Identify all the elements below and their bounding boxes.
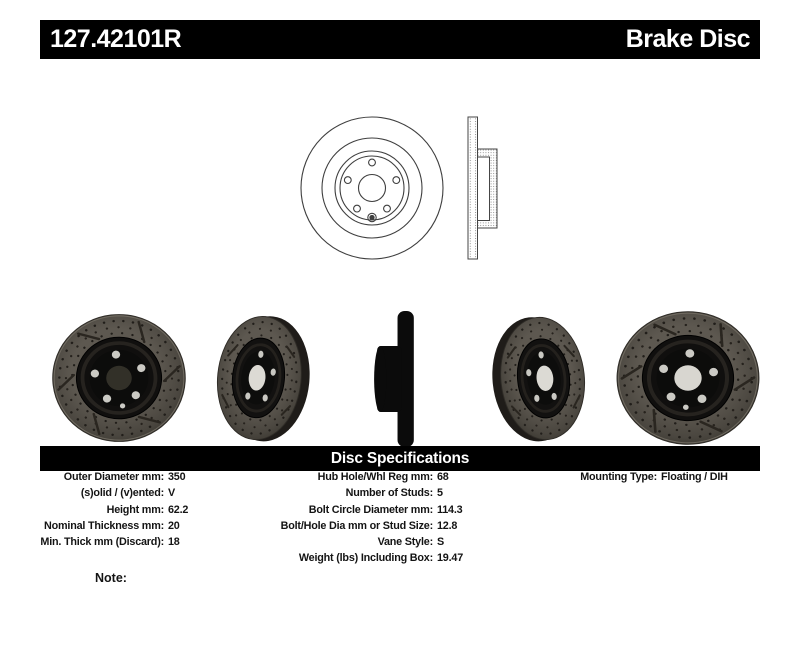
spec-row-hub-hole bbox=[278, 471, 463, 487]
spec-value: 19.47 bbox=[437, 552, 464, 565]
spec-label: Bolt Circle Diameter mm: bbox=[308, 503, 433, 516]
spec-label: Nominal Thickness mm: bbox=[44, 519, 164, 532]
spec-column-right bbox=[558, 471, 728, 487]
spec-row-height bbox=[40, 504, 188, 520]
spec-value: 20 bbox=[168, 519, 180, 532]
spec-value: 12.8 bbox=[437, 519, 458, 532]
spec-row-solid-vented bbox=[40, 487, 188, 503]
spec-value: 5 bbox=[437, 487, 443, 500]
rotor-photo-front-angled bbox=[48, 310, 190, 446]
spec-label: Hub Hole/Whl Reg mm: bbox=[317, 471, 433, 483]
spec-value: 68 bbox=[437, 471, 449, 483]
part-number: 127.42101R bbox=[50, 25, 182, 53]
spec-value: 114.3 bbox=[437, 503, 463, 516]
spec-label: Bolt/Hole Dia mm or Stud Size: bbox=[280, 519, 433, 532]
spec-label: (s)olid / (v)ented: bbox=[80, 487, 164, 500]
spec-value: V bbox=[168, 487, 176, 500]
spec-row-nominal-thickness bbox=[40, 520, 188, 536]
spec-row-weight bbox=[278, 552, 463, 568]
spec-row-vane-style bbox=[278, 536, 463, 552]
header-bar bbox=[40, 20, 760, 59]
drawing-front-view bbox=[301, 117, 443, 259]
spec-section-title: Disc Specifications bbox=[330, 449, 470, 467]
spec-row-mounting-type bbox=[558, 471, 728, 487]
rotor-photo-three-quarter-right bbox=[487, 313, 589, 445]
spec-label: Mounting Type: bbox=[580, 471, 657, 483]
spec-value: 350 bbox=[168, 471, 186, 483]
product-type-title: Brake Disc bbox=[625, 25, 750, 53]
spec-section-header bbox=[40, 446, 760, 471]
spec-value: Floating / DIH bbox=[661, 471, 728, 483]
spec-label: Outer Diameter mm: bbox=[63, 471, 164, 483]
spec-label: Weight (lbs) Including Box: bbox=[298, 552, 433, 565]
spec-label: Height mm: bbox=[106, 503, 164, 516]
spec-row-bolt-hole-dia bbox=[278, 520, 463, 536]
spec-label: Number of Studs: bbox=[345, 487, 433, 500]
spec-label: Min. Thick mm (Discard): bbox=[40, 536, 164, 549]
center-bore bbox=[674, 365, 701, 391]
rotor-photo-three-quarter-left bbox=[213, 312, 315, 445]
spec-label: Vane Style: bbox=[377, 536, 433, 549]
spec-value: 62.2 bbox=[168, 503, 189, 516]
note-label: Note: bbox=[95, 571, 127, 585]
spec-value: 18 bbox=[168, 536, 180, 549]
spec-column-middle bbox=[278, 471, 463, 569]
spec-value: S bbox=[437, 536, 445, 549]
spec-row-outer-diameter bbox=[40, 471, 188, 487]
spec-row-bolt-circle bbox=[278, 504, 463, 520]
rotor-photo-front bbox=[612, 307, 764, 449]
technical-drawing bbox=[290, 105, 510, 270]
spec-row-min-thick bbox=[40, 536, 188, 552]
spec-row-number-of-studs bbox=[278, 487, 463, 503]
rotor-photo-side-profile bbox=[368, 309, 424, 449]
center-bore bbox=[106, 366, 132, 390]
drawing-cross-section bbox=[468, 117, 497, 259]
spec-column-left bbox=[40, 471, 188, 552]
